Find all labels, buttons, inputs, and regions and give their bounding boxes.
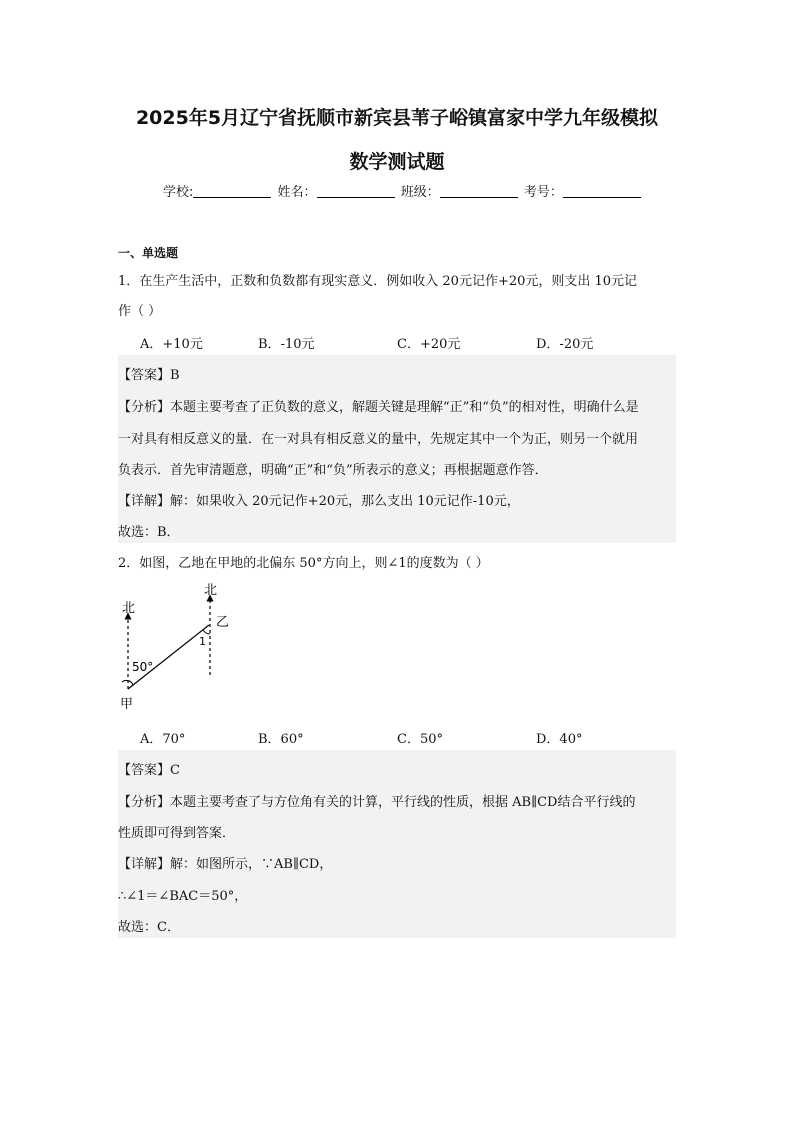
q2-option-c: C．50° — [397, 732, 443, 747]
exam-title-line-2: 数学测试题 — [349, 151, 445, 173]
north-label-left: 北 — [122, 601, 136, 616]
q1-analysis-line-2: 一对具有相反意义的量．在一对具有相反意义的量中，先规定其中一个为正，则另一个就用 — [118, 432, 639, 447]
class-label: 班级： — [400, 185, 440, 200]
exam-number-label: 考号： — [523, 185, 563, 200]
angle-arc-b — [203, 630, 210, 634]
exam-title-line-1: 2025年5月辽宁省抚顺市新宾县苇子峪镇富家中学九年级模拟 — [135, 107, 659, 129]
q1-option-d: D．-20元 — [536, 337, 594, 352]
angle-1-label: 1 — [199, 635, 206, 648]
q2-option-d: D．40° — [536, 732, 583, 747]
q1-option-a: A．+10元 — [140, 337, 203, 352]
q2-solution-block — [118, 750, 676, 938]
section-title: 一、单选题 — [118, 246, 179, 260]
q1-answer: 【答案】B — [118, 368, 180, 383]
class-blank[interactable] — [440, 185, 518, 198]
q1-detail-line-1: 【详解】解：如果收入 20元记作+20元，那么支出 10元记作-10元， — [118, 494, 520, 509]
q2-option-b: B．60° — [258, 732, 304, 747]
connecting-line — [128, 625, 209, 689]
school-blank[interactable] — [193, 185, 271, 198]
student-info-row — [163, 181, 643, 200]
q1-analysis-line-1: 【分析】本题主要考查了正负数的意义，解题关键是理解“正”和“负”的相对性，明确什么是 — [118, 400, 639, 415]
q1-solution-block — [118, 355, 676, 543]
q1-stem-line-2: 作（ ） — [118, 304, 162, 319]
school-label: 学校: — [163, 185, 194, 200]
q2-stem: 2．如图，乙地在甲地的北偏东 50°方向上，则∠1的度数为（ ） — [118, 556, 489, 571]
point-a-label: 甲 — [120, 697, 134, 712]
q1-option-c: C．+20元 — [397, 337, 461, 352]
exam-number-blank[interactable] — [563, 185, 641, 198]
q2-analysis-line-2: 性质即可得到答案． — [118, 826, 236, 841]
q1-detail-line-2: 故选：B． — [118, 525, 180, 540]
name-label: 姓名： — [277, 185, 317, 200]
direction-angle-figure — [112, 578, 242, 713]
q1-analysis-line-3: 负表示．首先审清题意，明确“正”和“负”所表示的意义；再根据题意作答． — [118, 463, 548, 478]
angle-50-label: 50° — [132, 660, 154, 674]
q1-stem-line-1: 1．在生产生活中，正数和负数都有现实意义．例如收入 20元记作+20元，则支出 10元记 — [118, 274, 638, 289]
name-blank[interactable] — [317, 185, 395, 198]
q2-analysis-line-1: 【分析】本题主要考查了与方位角有关的计算，平行线的性质，根据 AB∥CD结合平行线的 — [118, 795, 636, 810]
q2-detail-line-1: 【详解】解：如图所示，∵AB∥CD， — [118, 857, 333, 872]
north-label-right: 北 — [204, 583, 218, 598]
point-b-label: 乙 — [216, 615, 230, 630]
q2-detail-line-2: ∴∠1＝∠BAC＝50°， — [118, 889, 248, 904]
q1-option-b: B．-10元 — [258, 337, 315, 352]
q2-option-a: A．70° — [140, 732, 186, 747]
q2-detail-line-3: 故选：C． — [118, 920, 180, 935]
q2-answer: 【答案】C — [118, 763, 180, 778]
